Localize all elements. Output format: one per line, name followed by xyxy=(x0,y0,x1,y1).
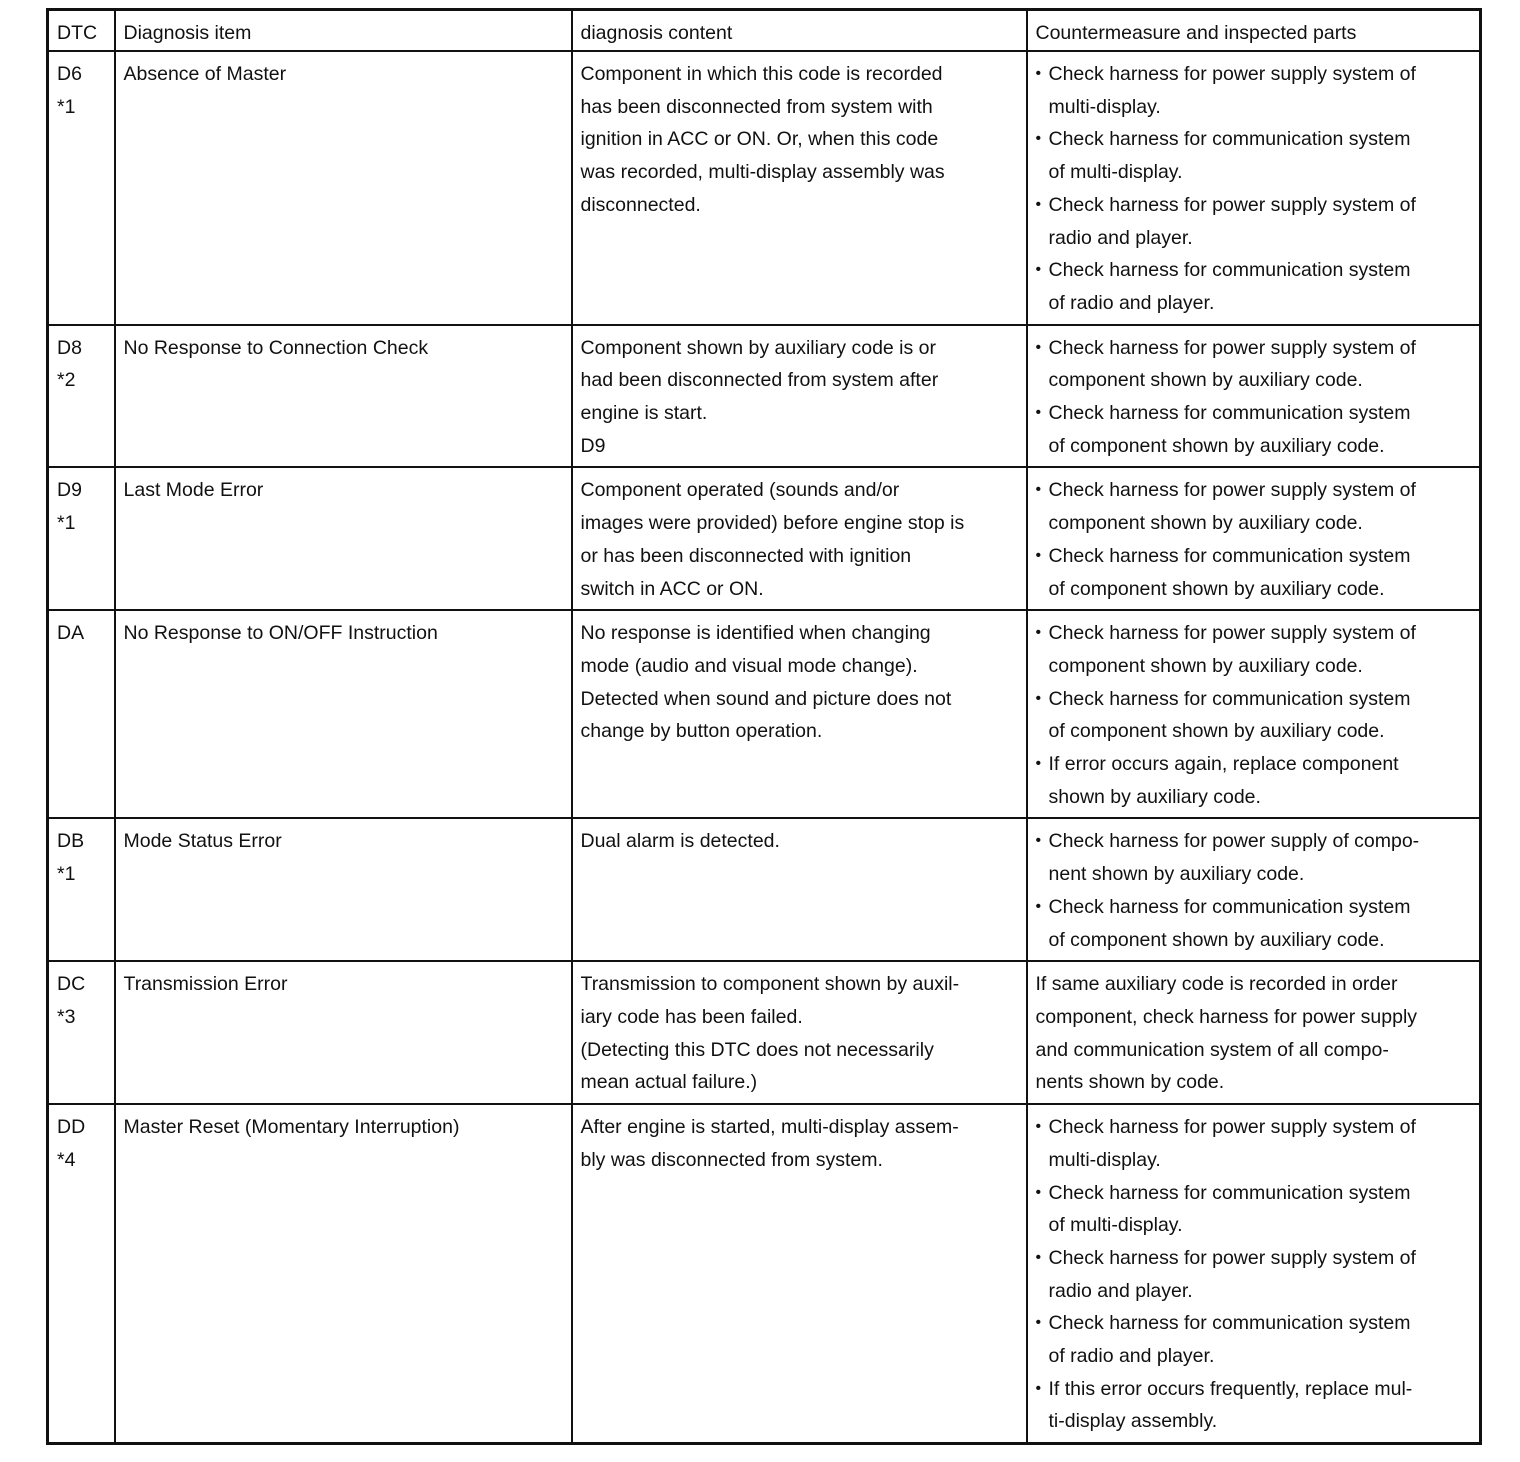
countermeasure-item xyxy=(1036,254,1472,319)
dtc-code: D8 xyxy=(57,336,82,359)
countermeasure-line: • Check harness for communication system xyxy=(1048,1312,1411,1335)
diagnosis-content-line: Detected when sound and picture does not xyxy=(580,687,952,710)
countermeasure-cell xyxy=(1027,325,1481,468)
header-dtc: DTC xyxy=(48,10,115,52)
countermeasure-item xyxy=(1036,332,1472,397)
dtc-note: *3 xyxy=(57,1005,76,1028)
countermeasure-item xyxy=(1036,397,1472,462)
countermeasure-line: • Check harness for power supply system of xyxy=(1048,193,1416,216)
diagnosis-content-line: After engine is started, multi-display assem- xyxy=(580,1116,959,1139)
table-row xyxy=(48,961,1481,1104)
diagnosis-content-line: had been disconnected from system after xyxy=(580,369,939,392)
countermeasure-line: • If error occurs again, replace component xyxy=(1048,753,1399,776)
dtc-code: D6 xyxy=(57,63,82,85)
diagnosis-content-line: Transmission to component shown by auxil- xyxy=(580,973,960,996)
diagnosis-content-line: D9 xyxy=(580,434,606,457)
diagnosis-content-line: Component shown by auxiliary code is or xyxy=(580,336,937,359)
countermeasure-line: • Check harness for communication system xyxy=(1048,687,1411,710)
countermeasure-line: radio and player. xyxy=(1048,1279,1193,1302)
countermeasure-item xyxy=(1036,683,1472,748)
countermeasure-item xyxy=(1036,1307,1472,1372)
diagnosis-item-cell: No Response to Connection Check xyxy=(115,325,572,468)
diagnosis-item-cell: Master Reset (Momentary Interruption) xyxy=(115,1104,572,1444)
dtc-cell xyxy=(48,325,115,468)
diagnosis-content-cell xyxy=(572,325,1027,468)
countermeasure-line: • Check harness for communication system xyxy=(1048,402,1411,425)
diagnosis-content-line: ignition in ACC or ON. Or, when this code xyxy=(580,128,939,151)
countermeasure-line: • Check harness for communication system xyxy=(1048,895,1411,918)
countermeasure-list xyxy=(1036,58,1472,320)
countermeasure-line: multi-display. xyxy=(1048,1148,1161,1171)
diagnosis-content-line: No response is identified when changing xyxy=(580,622,931,645)
diagnosis-content-line: disconnected. xyxy=(580,193,701,216)
diagnosis-content-cell xyxy=(572,610,1027,818)
countermeasure-cell xyxy=(1027,1104,1481,1444)
table-row xyxy=(48,325,1481,468)
dtc-diagnosis-table xyxy=(46,8,1482,1445)
countermeasure-line: • Check harness for power supply system of xyxy=(1048,63,1416,85)
countermeasure-list xyxy=(1036,1111,1472,1438)
countermeasure-line: shown by auxiliary code. xyxy=(1048,785,1261,808)
countermeasure-line: • Check harness for communication system xyxy=(1048,128,1411,151)
table-row xyxy=(48,818,1481,961)
diagnosis-content-line: Dual alarm is detected. xyxy=(580,830,780,853)
countermeasure-item xyxy=(1036,1177,1472,1242)
countermeasure-line: If same auxiliary code is recorded in order xyxy=(1035,973,1398,996)
countermeasure-line: radio and player. xyxy=(1048,226,1193,249)
dtc-cell xyxy=(48,1104,115,1444)
countermeasure-item xyxy=(1036,474,1472,539)
dtc-code: DD xyxy=(57,1116,86,1139)
header-diagnosis-content: diagnosis content xyxy=(572,10,1027,52)
countermeasure-item xyxy=(1036,1242,1472,1307)
dtc-code: D9 xyxy=(57,479,82,502)
diagnosis-content-cell xyxy=(572,961,1027,1104)
countermeasure-line: of component shown by auxiliary code. xyxy=(1048,928,1385,951)
dtc-cell xyxy=(48,51,115,325)
countermeasure-line: • Check harness for power supply system of xyxy=(1048,479,1416,502)
countermeasure-item xyxy=(1036,1111,1472,1176)
countermeasure-line: and communication system of all compo- xyxy=(1035,1038,1389,1061)
diagnosis-content-line: engine is start. xyxy=(580,402,708,425)
countermeasure-line: of multi-display. xyxy=(1048,1214,1183,1237)
countermeasure-line: • Check harness for power supply system of xyxy=(1048,1246,1416,1269)
countermeasure-line: of radio and player. xyxy=(1048,291,1215,314)
countermeasure-line: of component shown by auxiliary code. xyxy=(1048,434,1385,457)
dtc-note: *2 xyxy=(57,369,76,392)
dtc-note: *4 xyxy=(57,1148,76,1171)
table-row xyxy=(48,1104,1481,1444)
table-row xyxy=(48,51,1481,325)
countermeasure-line: of component shown by auxiliary code. xyxy=(1048,720,1385,743)
header-row xyxy=(48,10,1481,52)
diagnosis-content-line: Component operated (sounds and/or xyxy=(580,479,900,502)
diagnosis-content-line: Component in which this code is recorded xyxy=(580,63,943,85)
countermeasure-item xyxy=(1036,748,1472,813)
countermeasure-line: • Check harness for communication system xyxy=(1048,1181,1411,1204)
diagnosis-content-line: mean actual failure.) xyxy=(580,1071,758,1094)
diagnosis-content-cell xyxy=(572,818,1027,961)
countermeasure-line: of radio and player. xyxy=(1048,1345,1215,1368)
countermeasure-line: • If this error occurs frequently, replace mul- xyxy=(1048,1377,1413,1400)
countermeasure-line: nents shown by code. xyxy=(1035,1071,1225,1094)
dtc-code: DA xyxy=(57,622,85,645)
dtc-cell xyxy=(48,818,115,961)
countermeasure-item xyxy=(1036,540,1472,605)
diagnosis-content-line: was recorded, multi-display assembly was xyxy=(580,161,945,184)
countermeasure-line: • Check harness for communication system xyxy=(1048,259,1411,282)
diagnosis-content-line: iary code has been failed. xyxy=(580,1005,803,1028)
countermeasure-line: multi-display. xyxy=(1048,95,1161,118)
countermeasure-line: of multi-display. xyxy=(1048,161,1183,184)
countermeasure-line: • Check harness for power supply system of xyxy=(1048,336,1416,359)
dtc-code: DC xyxy=(57,973,86,996)
table-body xyxy=(48,10,1481,1444)
dtc-note: *1 xyxy=(57,512,76,535)
dtc-note: *1 xyxy=(57,863,76,886)
countermeasure-item xyxy=(1036,617,1472,682)
diagnosis-content-line: switch in ACC or ON. xyxy=(580,577,764,600)
diagnosis-content-line: has been disconnected from system with xyxy=(580,95,933,118)
dtc-code: DB xyxy=(57,830,85,853)
table-row xyxy=(48,610,1481,818)
countermeasure-cell xyxy=(1027,467,1481,610)
countermeasure-line: • Check harness for power supply of compo- xyxy=(1048,830,1420,853)
diagnosis-content-line: change by button operation. xyxy=(580,720,823,743)
countermeasure-item xyxy=(1036,123,1472,188)
dtc-cell xyxy=(48,610,115,818)
countermeasure-cell xyxy=(1027,610,1481,818)
countermeasure-list xyxy=(1036,474,1472,605)
countermeasure-line: • Check harness for communication system xyxy=(1048,544,1411,567)
diagnosis-content-line: images were provided) before engine stop is xyxy=(580,512,965,535)
diagnosis-item-cell: Absence of Master xyxy=(115,51,572,325)
header-diagnosis-item: Diagnosis item xyxy=(115,10,572,52)
countermeasure-list xyxy=(1036,825,1472,956)
countermeasure-line: component shown by auxiliary code. xyxy=(1048,369,1363,392)
countermeasure-line: component shown by auxiliary code. xyxy=(1048,512,1363,535)
dtc-note: *1 xyxy=(57,95,76,118)
table-row xyxy=(48,467,1481,610)
diagnosis-content-line: (Detecting this DTC does not necessarily xyxy=(580,1038,934,1061)
countermeasure-line: • Check harness for power supply system of xyxy=(1048,622,1416,645)
diagnosis-content-cell xyxy=(572,1104,1027,1444)
dtc-cell xyxy=(48,467,115,610)
countermeasure-line: component, check harness for power supply xyxy=(1035,1005,1418,1028)
countermeasure-cell xyxy=(1027,818,1481,961)
countermeasure-line: of component shown by auxiliary code. xyxy=(1048,577,1385,600)
countermeasure-item xyxy=(1036,58,1472,123)
countermeasure-line: ti-display assembly. xyxy=(1048,1410,1218,1433)
diagnosis-content-line: mode (audio and visual mode change). xyxy=(580,654,918,677)
diagnosis-content-line: bly was disconnected from system. xyxy=(580,1148,883,1171)
dtc-cell xyxy=(48,961,115,1104)
countermeasure-list xyxy=(1036,617,1472,813)
diagnosis-content-cell xyxy=(572,51,1027,325)
countermeasure-line: • Check harness for power supply system of xyxy=(1048,1116,1416,1139)
countermeasure-line: component shown by auxiliary code. xyxy=(1048,654,1363,677)
diagnosis-item-cell: Last Mode Error xyxy=(115,467,572,610)
diagnosis-item-cell: Mode Status Error xyxy=(115,818,572,961)
countermeasure-list xyxy=(1036,332,1472,463)
diagnosis-item-cell: No Response to ON/OFF Instruction xyxy=(115,610,572,818)
countermeasure-item xyxy=(1036,825,1472,890)
countermeasure-line: nent shown by auxiliary code. xyxy=(1048,863,1305,886)
countermeasure-item xyxy=(1036,891,1472,956)
countermeasure-cell xyxy=(1027,961,1481,1104)
countermeasure-item xyxy=(1036,189,1472,254)
countermeasure-cell xyxy=(1027,51,1481,325)
diagnosis-item-cell: Transmission Error xyxy=(115,961,572,1104)
countermeasure-item xyxy=(1036,1373,1472,1438)
header-countermeasure: Countermeasure and inspected parts xyxy=(1027,10,1481,52)
diagnosis-content-cell xyxy=(572,467,1027,610)
diagnosis-content-line: or has been disconnected with ignition xyxy=(580,544,912,567)
